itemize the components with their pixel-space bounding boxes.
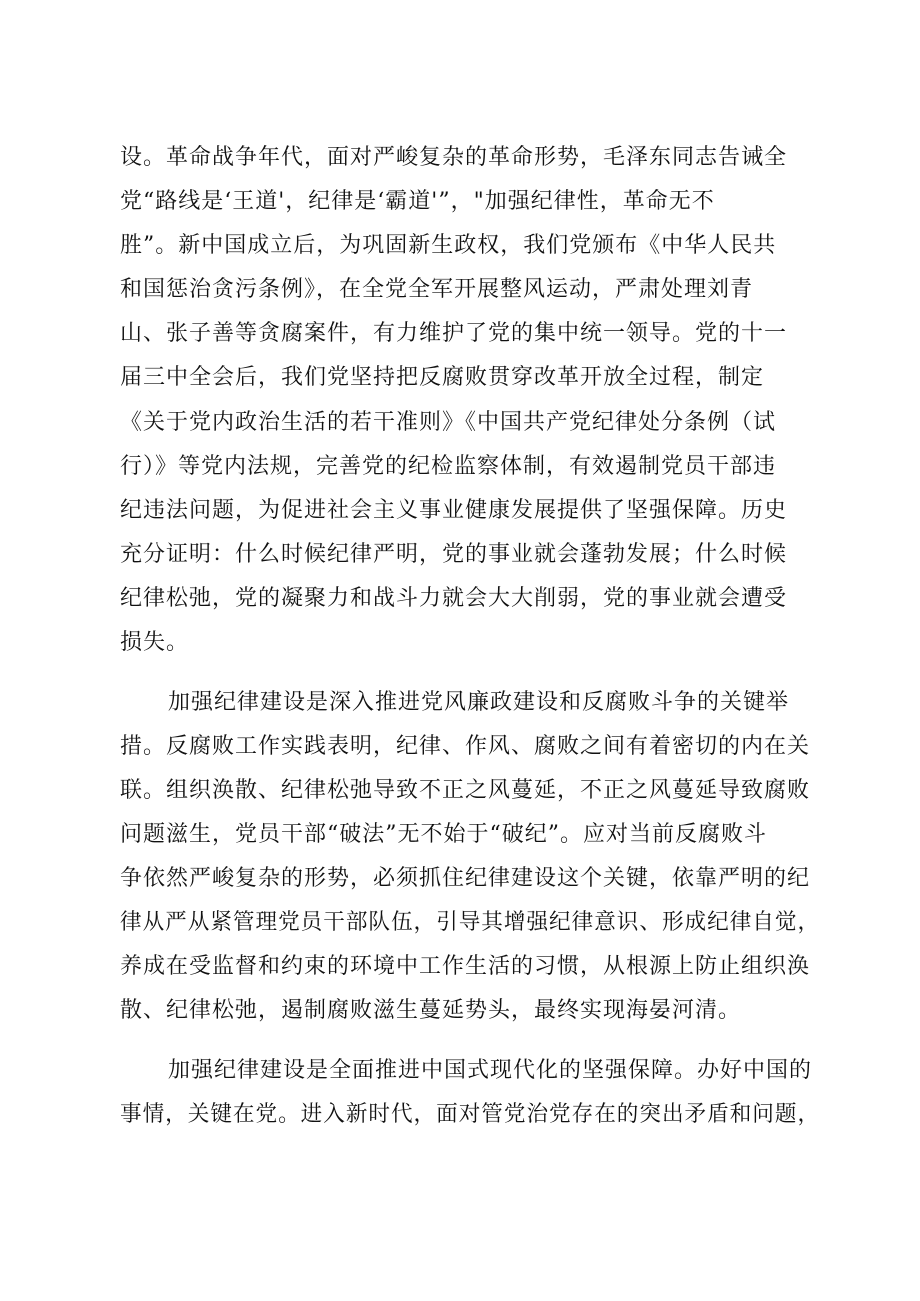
paragraph-1-line-6: 届三中全会后，我们党坚持把反腐败贯穿改革开放全过程，制定 <box>120 365 765 390</box>
paragraph-1-line-4: 和国惩治贪污条例》，在全党全军开展整风运动，严肃处理刘青 <box>120 277 754 302</box>
paragraph-2-line-1: 加强纪律建设是深入推进党风廉政建设和反腐败斗争的关键举 <box>168 690 790 715</box>
paragraph-1-line-2: 党“路线是‘王道'，纪律是‘霸道'”，"加强纪律性，革命无不 <box>120 189 715 214</box>
paragraph-2-line-3: 联。组织涣散、纪律松弛导致不正之风蔓延，不正之风蔓延导致腐败 <box>120 778 811 803</box>
paragraph-1-line-5: 山、张子善等贪腐案件，有力维护了党的集中统一领导。党的十一 <box>120 321 788 346</box>
paragraph-1-line-12: 损失。 <box>120 630 190 655</box>
paragraph-1-line-7: 《关于党内政治生活的若干准则》《中国共产党纪律处分条例（试 <box>120 410 777 435</box>
paragraph-2-line-7: 养成在受监督和约束的环境中工作生活的习惯，从根源上防止组织涣 <box>120 954 811 979</box>
paragraph-3-line-1: 加强纪律建设是全面推进中国式现代化的坚强保障。办好中国的 <box>168 1058 813 1083</box>
paragraph-1-line-1: 设。革命战争年代，面对严峻复杂的革命形势，毛泽东同志告诫全 <box>120 145 788 170</box>
paragraph-2-line-2: 措。反腐败工作实践表明，纪律、作风、腐败之间有着密切的内在关 <box>120 734 811 759</box>
paragraph-2-line-5: 争依然严峻复杂的形势，必须抓住纪律建设这个关键，依靠严明的纪 <box>120 866 811 891</box>
paragraph-1-line-3: 胜”。新中国成立后，为巩固新生政权，我们党颁布《中华人民共 <box>120 233 777 258</box>
paragraph-1-line-11: 纪律松弛，党的凝聚力和战斗力就会大大削弱，党的事业就会遭受 <box>120 586 788 611</box>
paragraph-1-line-10: 充分证明：什么时候纪律严明，党的事业就会蓬勃发展；什么时候 <box>120 542 788 567</box>
paragraph-2-line-8: 散、纪律松弛，遏制腐败滋生蔓延势头，最终实现海晏河清。 <box>120 998 742 1023</box>
paragraph-1-line-9: 纪违法问题，为促进社会主义事业健康发展提供了坚强保障。历史 <box>120 498 788 523</box>
paragraph-3-line-2: 事情，关键在党。进入新时代，面对管党治党存在的突出矛盾和问题， <box>120 1102 821 1127</box>
paragraph-1-line-8: 行）》等党内法规，完善党的纪检监察体制，有效遏制党员干部违 <box>120 454 777 479</box>
paragraph-2-line-4: 问题滋生，党员干部“破法”无不始于“破纪”。应对当前反腐败斗 <box>120 822 767 847</box>
paragraph-2-line-6: 律从严从紧管理党员干部队伍，引导其增强纪律意识、形成纪律自觉， <box>120 910 821 935</box>
